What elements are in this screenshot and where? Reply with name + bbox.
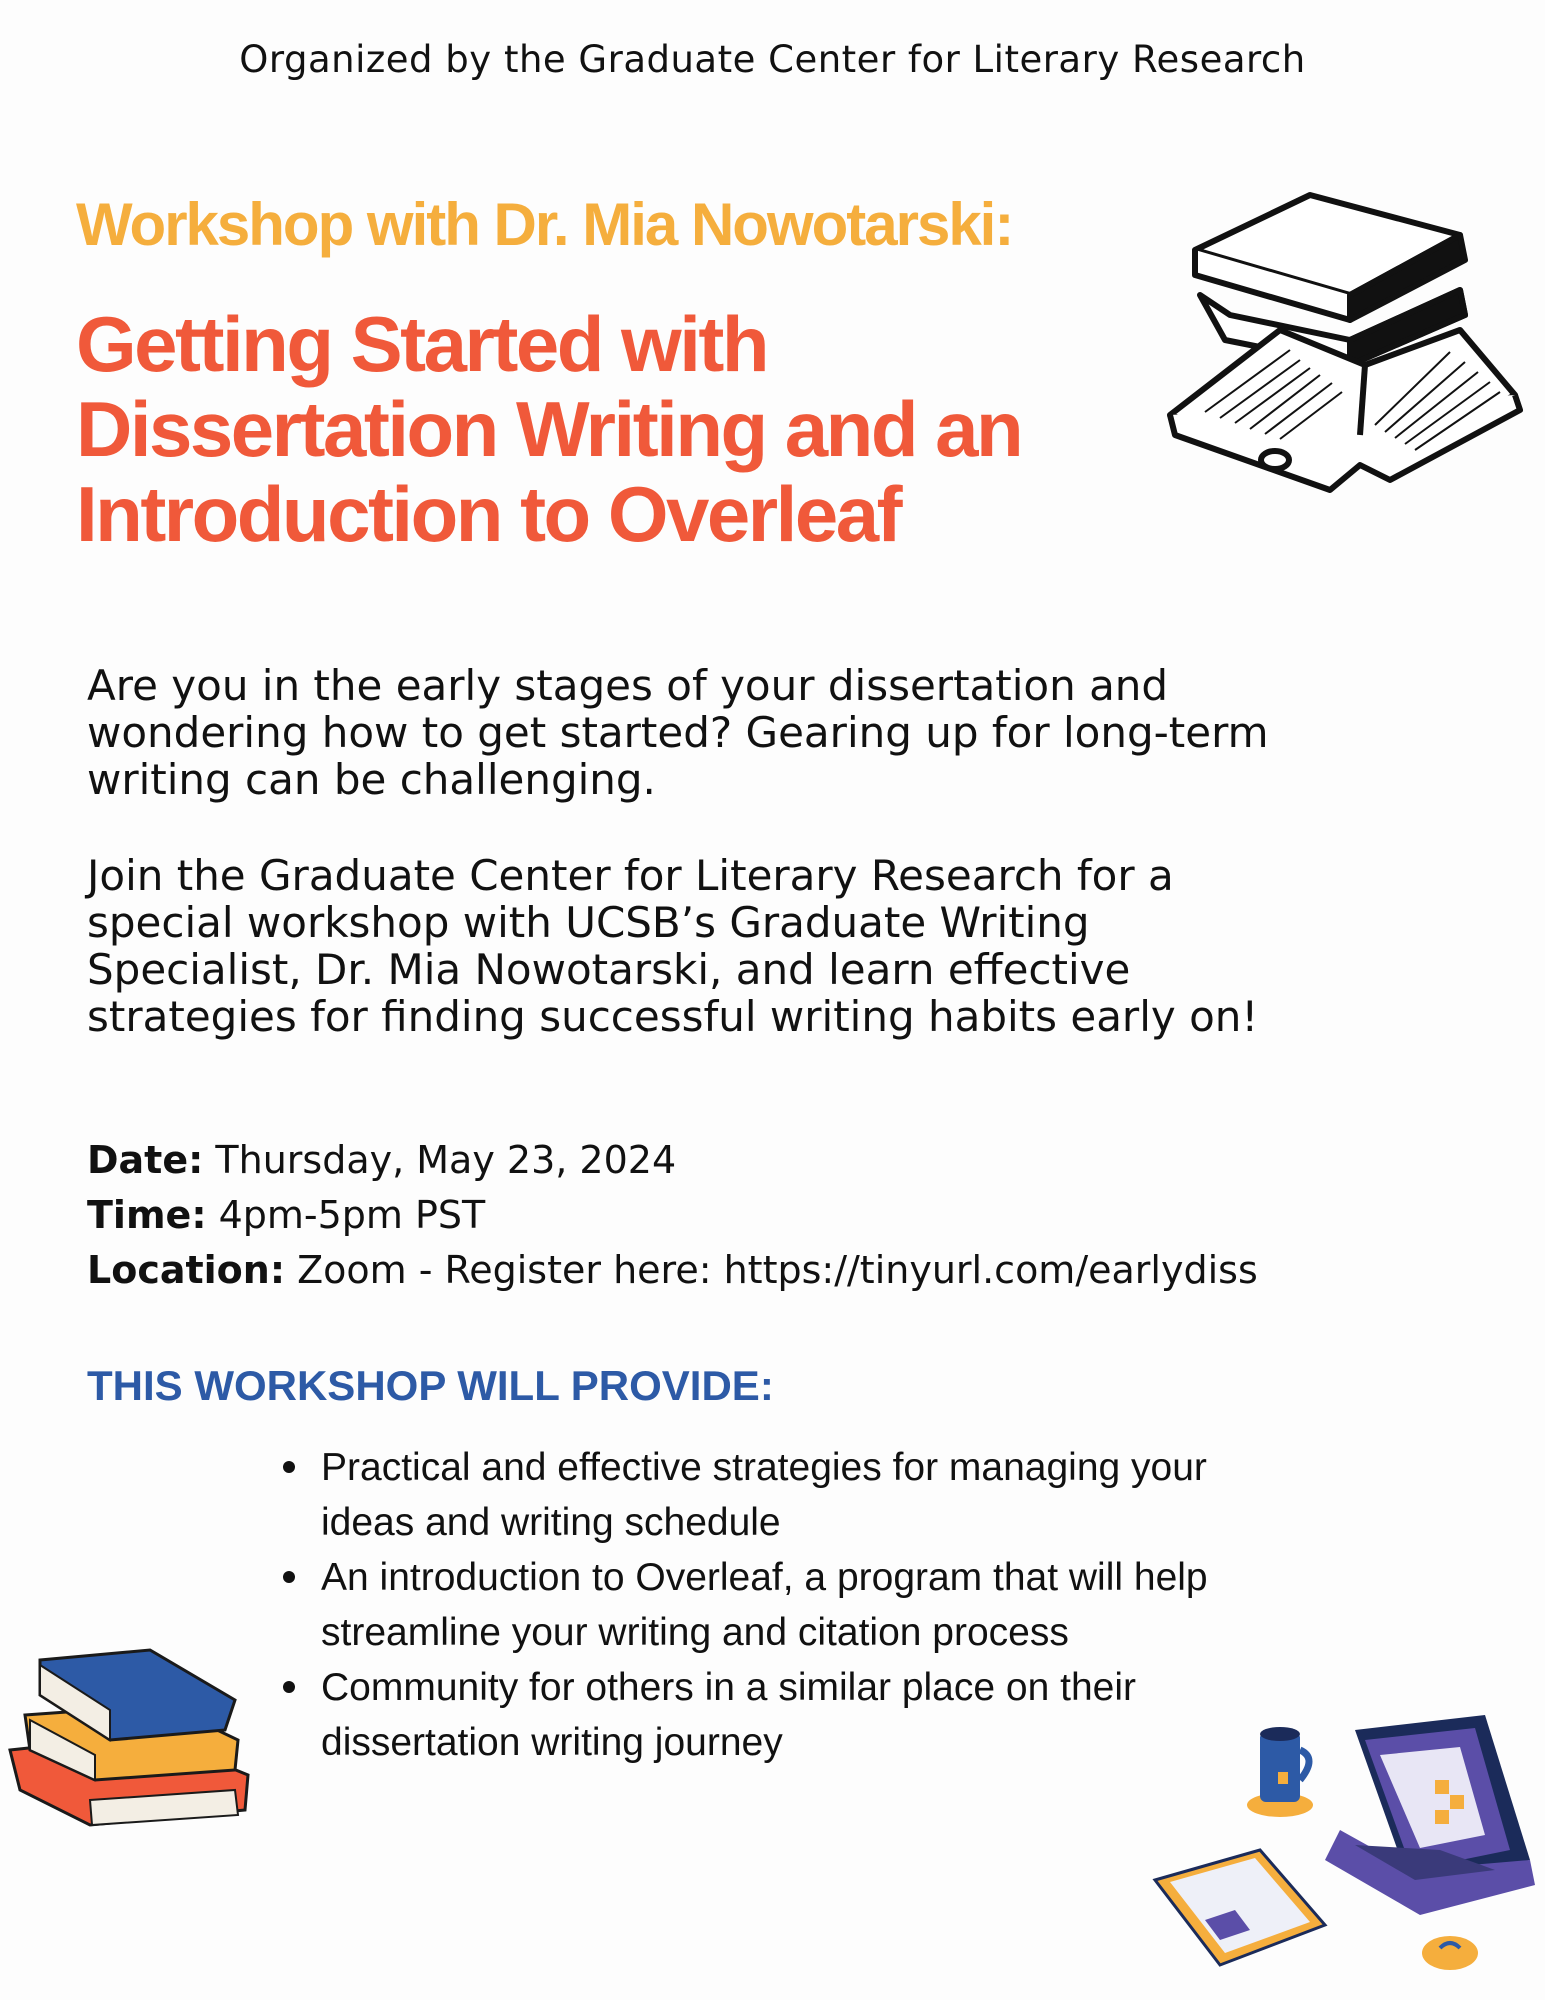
- list-item: [275, 1550, 1325, 1660]
- text-line: special workshop with UCSB’s Graduate Writing: [87, 898, 1090, 947]
- workshop-subtitle: Workshop with Dr. Mia Nowotarski:: [76, 191, 1013, 258]
- bullet-icon: [283, 1681, 295, 1693]
- time-label: Time:: [87, 1193, 207, 1237]
- list-item-line: Practical and effective strategies for managing your: [321, 1446, 1207, 1489]
- title-line: Dissertation Writing and an: [76, 385, 1022, 473]
- provide-heading: THIS WORKSHOP WILL PROVIDE:: [87, 1362, 774, 1409]
- title-line: Introduction to Overleaf: [76, 470, 901, 558]
- join-paragraph: [87, 852, 1367, 1040]
- bullet-icon: [283, 1461, 295, 1473]
- list-item-line: streamline your writing and citation process: [321, 1611, 1069, 1654]
- list-item-line: dissertation writing journey: [321, 1721, 783, 1764]
- laptop-desk-illustration: [1150, 1710, 1535, 1990]
- location-row: [87, 1248, 1258, 1292]
- list-item-line: An introduction to Overleaf, a program that will help: [321, 1556, 1208, 1599]
- title-line: Getting Started with: [76, 300, 767, 388]
- location-label: Location:: [87, 1248, 286, 1292]
- book-stack-illustration: [1160, 180, 1530, 520]
- intro-paragraph: [87, 662, 1367, 803]
- list-item: [275, 1440, 1325, 1550]
- bullet-icon: [283, 1571, 295, 1583]
- location-value: Zoom - Register here: https://tinyurl.com/earlydiss: [285, 1248, 1258, 1292]
- main-title: [76, 302, 1076, 557]
- time-row: [87, 1193, 485, 1237]
- date-row: [87, 1138, 676, 1182]
- text-line: strategies for finding successful writing habits early on!: [87, 992, 1259, 1041]
- colored-books-illustration: [0, 1640, 260, 1835]
- organizer-line: Organized by the Graduate Center for Literary Research: [239, 38, 1306, 81]
- text-line: Join the Graduate Center for Literary Research for a: [87, 851, 1174, 900]
- text-line: Specialist, Dr. Mia Nowotarski, and learn effective: [87, 945, 1131, 994]
- text-line: writing can be challenging.: [87, 755, 656, 804]
- time-value: 4pm-5pm PST: [206, 1193, 486, 1237]
- list-item-line: Community for others in a similar place on their: [321, 1666, 1136, 1709]
- date-label: Date:: [87, 1138, 204, 1182]
- list-item-line: ideas and writing schedule: [321, 1501, 781, 1544]
- text-line: Are you in the early stages of your dissertation and: [87, 661, 1169, 710]
- date-value: Thursday, May 23, 2024: [203, 1138, 677, 1182]
- text-line: wondering how to get started? Gearing up for long-term: [87, 708, 1269, 757]
